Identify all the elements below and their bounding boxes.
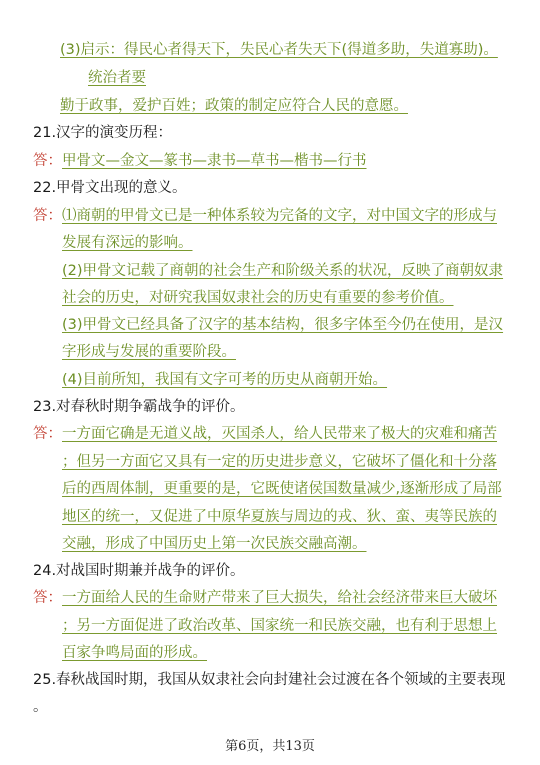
top-line-2: 统治者要 [88, 70, 146, 86]
answer-22-line-7: (4)目前所知，我国有文字可考的历史从商朝开始。 [62, 372, 388, 388]
answer-24-line-1 [33, 588, 497, 608]
answer-label: 答： [33, 426, 62, 442]
top-line-1: (3)启示：得民心者得天下，失民心者失天下(得道多助，失道寡助)。 [60, 42, 498, 58]
question-21: 21.汉字的演变历程： [33, 125, 173, 141]
answer-22-line-4: 社会的历史，对研究我国奴隶社会的历史有重要的参考价值。 [62, 290, 454, 306]
answer-text: 甲骨文—金文—篆书—隶书—草书—楷书—行书 [62, 153, 367, 169]
answer-label: 答： [33, 590, 62, 606]
answer-24-line-2: ；另一方面促进了政治改革、国家统一和民族交融，也有利于思想上 [62, 618, 497, 634]
answer-label: 答： [33, 208, 62, 224]
question-22: 22.甲骨文出现的意义。 [33, 180, 187, 196]
answer-23-line-1 [33, 424, 497, 444]
answer-text: 一方面给人民的生命财产带来了巨大损失，给社会经济带来巨大破坏 [62, 590, 497, 606]
answer-22-line-2: 发展有深远的影响。 [62, 235, 193, 251]
question-25-tail: 。 [33, 699, 48, 715]
answer-text: 一方面它确是无道义战，灭国杀人，给人民带来了极大的灾难和痛苦 [62, 426, 497, 442]
answer-23-line-5: 交融，形成了中国历史上第一次民族交融高潮。 [62, 536, 367, 552]
question-24: 24.对战国时期兼并战争的评价。 [33, 563, 245, 579]
answer-22-line-6: 字形成与发展的重要阶段。 [62, 344, 236, 360]
answer-22-line-3: (2)甲骨文记载了商朝的社会生产和阶级关系的状况，反映了商朝奴隶 [62, 263, 504, 279]
question-25: 25.春秋战国时期，我国从奴隶社会向封建社会过渡在各个领域的主要表现 [33, 672, 506, 688]
answer-text: ⑴商朝的甲骨文已是一种体系较为完备的文字，对中国文字的形成与 [62, 208, 497, 224]
top-line-3: 勤于政事，爱护百姓；政策的制定应符合人民的意愿。 [60, 98, 408, 114]
answer-24-line-3: 百家争鸣局面的形成。 [62, 645, 207, 661]
answer-22-line-1 [33, 206, 497, 226]
answer-23-line-2: ；但另一方面它又具有一定的历史进步意义，它破坏了僵化和十分落 [62, 454, 497, 470]
question-23: 23.对春秋时期争霸战争的评价。 [33, 399, 245, 415]
answer-23-line-4: 地区的统一，又促进了中原华夏族与周边的戎、狄、蛮、夷等民族的 [62, 509, 497, 525]
answer-label: 答： [33, 153, 62, 169]
page-number: 第6页，共13页 [225, 739, 315, 754]
answer-21 [33, 151, 367, 171]
answer-23-line-3: 后的西周体制，更重要的是，它既使诸侯国数量减少,逐渐形成了局部 [62, 481, 502, 497]
answer-22-line-5: (3)甲骨文已经具备了汉字的基本结构，很多字体至今仍在使用，是汉 [62, 317, 504, 333]
